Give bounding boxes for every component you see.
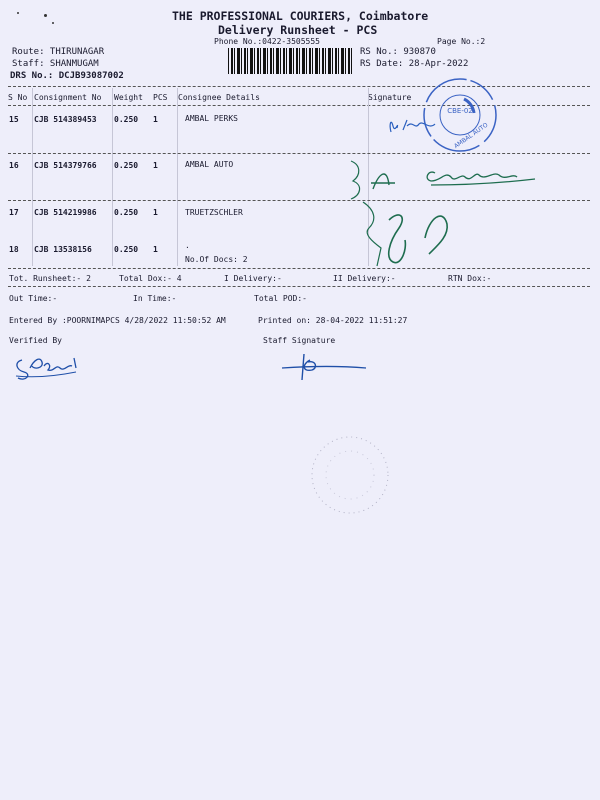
- col-weight: Weight: [114, 93, 143, 102]
- row-pcs: 1: [153, 115, 158, 124]
- header-rule-top: [8, 86, 590, 87]
- faint-stamp-impression: [305, 430, 405, 520]
- signature-row-15: [385, 112, 445, 142]
- row-weight: 0.250: [114, 115, 139, 124]
- row-sno: 17: [9, 208, 19, 217]
- stamp-text-bottom: AMBAL AUTO: [452, 121, 490, 151]
- column-divider: [32, 88, 33, 266]
- row-weight: 0.250: [114, 161, 139, 170]
- row-weight: 0.250: [114, 245, 139, 254]
- staff-signature: [280, 352, 370, 382]
- staff-label: Staff: SHANMUGAM: [12, 59, 99, 69]
- phone-number: Phone No.:0422-3505555: [214, 37, 320, 46]
- total-pod: Total POD:-: [254, 294, 307, 303]
- rs-date: RS Date: 28-Apr-2022: [360, 59, 469, 69]
- totals-rule: [8, 286, 590, 287]
- rs-number: RS No.: 930870: [360, 47, 436, 57]
- row-sno: 15: [9, 115, 19, 124]
- drs-number: DRS No.: DCJB93087002: [10, 71, 124, 81]
- company-title: THE PROFESSIONAL COURIERS, Coimbatore: [172, 9, 429, 23]
- header-rule-bottom: [8, 105, 590, 106]
- row-rule: [8, 153, 590, 154]
- row-consignment: CJB 514389453: [34, 115, 97, 124]
- out-time: Out Time:-: [9, 294, 58, 303]
- row-consignee: .: [185, 241, 190, 250]
- route-label: Route: THIRUNAGAR: [12, 47, 105, 57]
- col-sno: S No: [8, 93, 28, 102]
- verified-by-label: Verified By: [9, 336, 62, 345]
- col-signature: Signature: [368, 93, 412, 102]
- document-subtitle: Delivery Runsheet - PCS: [218, 23, 378, 37]
- row-weight: 0.250: [114, 208, 139, 217]
- row-sno: 16: [9, 161, 19, 170]
- signature-row-17: [355, 198, 465, 268]
- scan-speck: [44, 14, 47, 17]
- row-pcs: 1: [153, 161, 158, 170]
- printed-on: Printed on: 28-04-2022 11:51:27: [258, 316, 408, 325]
- row-consignee: AMBAL AUTO: [185, 160, 234, 169]
- col-pcs: PCS: [153, 93, 168, 102]
- row-consignee: AMBAL PERKS: [185, 114, 238, 123]
- row-consignment: CJB 13538156: [34, 245, 92, 254]
- page-number: Page No.:2: [437, 37, 486, 46]
- in-time: In Time:-: [133, 294, 177, 303]
- scan-speck: [52, 22, 54, 24]
- signature-row-16: [345, 155, 535, 200]
- staff-signature-label: Staff Signature: [263, 336, 336, 345]
- table-rule-bottom: [8, 268, 590, 269]
- row-rule: [8, 200, 590, 201]
- row-consignment: CJB 514379766: [34, 161, 97, 170]
- total-runsheet: Tot. Runsheet:- 2: [9, 274, 91, 283]
- row-pcs: 1: [153, 208, 158, 217]
- row-consignee: TRUETZSCHLER: [185, 208, 243, 217]
- row-consignment: CJB 514219986: [34, 208, 97, 217]
- docs-count-note: No.Of Docs: 2: [185, 255, 248, 264]
- barcode: [228, 48, 354, 74]
- entered-by: Entered By :POORNIMAPCS 4/28/2022 11:50:52 AM: [9, 316, 226, 325]
- total-dox: Total Dox:- 4: [119, 274, 182, 283]
- i-delivery: I Delivery:-: [224, 274, 282, 283]
- row-pcs: 1: [153, 245, 158, 254]
- ii-delivery: II Delivery:-: [333, 274, 396, 283]
- col-consignee: Consignee Details: [178, 93, 260, 102]
- column-divider: [112, 88, 113, 266]
- col-consignment: Consignment No: [34, 93, 102, 102]
- scan-speck: [17, 12, 19, 14]
- verified-by-signature: [12, 350, 82, 380]
- column-divider: [177, 88, 178, 266]
- stamp-text-top: CBE-02: [447, 107, 473, 115]
- rtn-dox: RTN Dox:-: [448, 274, 492, 283]
- row-sno: 18: [9, 245, 19, 254]
